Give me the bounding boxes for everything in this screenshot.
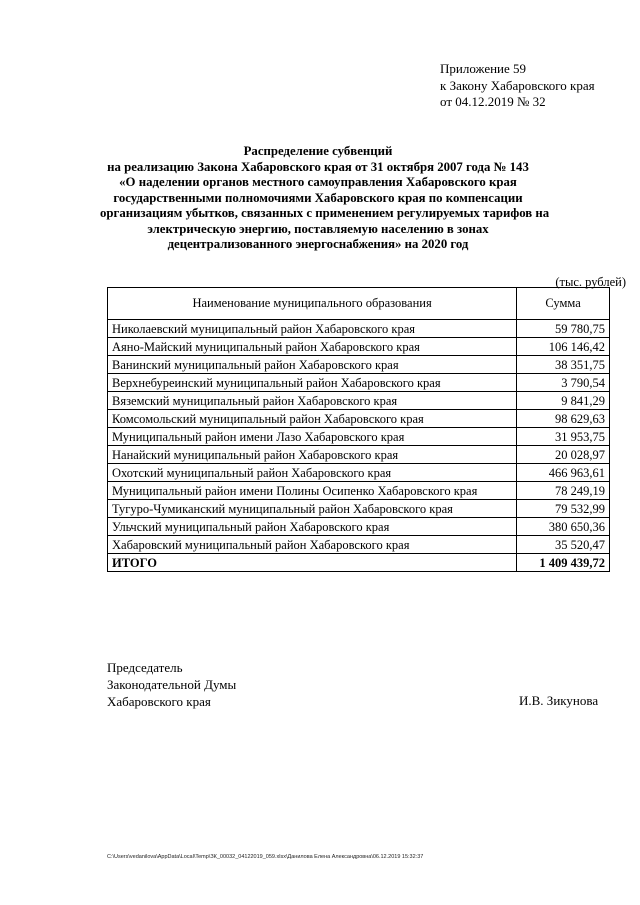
row-name: Муниципальный район имени Лазо Хабаровского края <box>108 428 517 446</box>
signature-line-2: Законодательной Думы <box>107 677 237 692</box>
table-row <box>108 338 610 356</box>
row-sum: 38 351,75 <box>517 356 610 374</box>
total-sum: 1 409 439,72 <box>517 554 610 572</box>
table-row <box>108 428 610 446</box>
row-sum: 98 629,63 <box>517 410 610 428</box>
total-label: ИТОГО <box>108 554 517 572</box>
appendix-block <box>440 61 595 111</box>
row-sum: 20 028,97 <box>517 446 610 464</box>
row-sum: 31 953,75 <box>517 428 610 446</box>
subsidies-table <box>107 287 610 572</box>
title-line-6: электрическую энергию, поставляемую населению в зонах <box>147 221 489 236</box>
row-sum: 3 790,54 <box>517 374 610 392</box>
row-name: Муниципальный район имени Полины Осипенко Хабаровского края <box>108 482 517 500</box>
title-line-3: «О наделении органов местного самоуправления Хабаровского края <box>119 175 517 189</box>
row-sum: 466 963,61 <box>517 464 610 482</box>
total-row <box>108 554 610 572</box>
table-row <box>108 356 610 374</box>
row-name: Нанайский муниципальный район Хабаровского края <box>108 446 517 464</box>
row-name: Верхнебуреинский муниципальный район Хабаровского края <box>108 374 517 392</box>
table-row <box>108 410 610 428</box>
table-row <box>108 446 610 464</box>
row-sum: 79 532,99 <box>517 500 610 518</box>
row-name: Охотский муниципальный район Хабаровского края <box>108 464 517 482</box>
row-name: Хабаровский муниципальный район Хабаровского края <box>108 536 517 554</box>
table-row <box>108 392 610 410</box>
table-row <box>108 464 610 482</box>
row-name: Николаевский муниципальный район Хабаровского края <box>108 320 517 338</box>
row-name: Тугуро-Чумиканский муниципальный район Хабаровского края <box>108 500 517 518</box>
row-sum: 9 841,29 <box>517 392 610 410</box>
row-name: Ванинский муниципальный район Хабаровского края <box>108 356 517 374</box>
signature-block <box>107 659 236 710</box>
header-sum: Сумма <box>517 288 610 320</box>
file-path-footer: C:\Users\vedanilova\AppData\Local\Temp\ЗК_00032_04122019_059.xlsx\Данилова Елена Александровна\06.12.2019 15:32:37 <box>107 854 424 860</box>
row-name: Аяно-Майский муниципальный район Хабаровского края <box>108 338 517 356</box>
table-row <box>108 320 610 338</box>
signature-line-1: Председатель <box>107 660 183 675</box>
table-row <box>108 500 610 518</box>
table-row <box>108 482 610 500</box>
row-sum: 78 249,19 <box>517 482 610 500</box>
appendix-line-2: к Закону Хабаровского края <box>440 77 595 93</box>
title-line-7: децентрализованного энергоснабжения» на 2020 год <box>167 237 469 251</box>
row-name: Вяземский муниципальный район Хабаровского края <box>108 392 517 410</box>
row-sum: 35 520,47 <box>517 536 610 554</box>
table-row <box>108 374 610 392</box>
title-line-4: государственными полномочиями Хабаровского края по компенсации <box>113 190 523 205</box>
appendix-line-3: от 04.12.2019 № 32 <box>440 94 546 109</box>
appendix-line-1: Приложение 59 <box>440 61 527 76</box>
title-line-5: организациям убытков, связанных с применением регулируемых тарифов на <box>100 206 550 220</box>
units-label: (тыс. рублей) <box>555 275 626 289</box>
row-sum: 59 780,75 <box>517 320 610 338</box>
title-line-2: на реализацию Закона Хабаровского края от 31 октября 2007 года № 143 <box>107 159 529 174</box>
row-sum: 380 650,36 <box>517 518 610 536</box>
row-name: Ульчский муниципальный район Хабаровского края <box>108 518 517 536</box>
table-header-row <box>108 288 610 320</box>
signer-name: И.В. Зикунова <box>519 693 599 708</box>
title-line-1: Распределение субвенций <box>243 144 393 158</box>
row-sum: 106 146,42 <box>517 338 610 356</box>
header-name: Наименование муниципального образования <box>108 288 517 320</box>
signature-line-3: Хабаровского края <box>107 694 211 709</box>
table-row <box>108 518 610 536</box>
table-row <box>108 536 610 554</box>
document-title <box>100 144 550 253</box>
row-name: Комсомольский муниципальный район Хабаровского края <box>108 410 517 428</box>
